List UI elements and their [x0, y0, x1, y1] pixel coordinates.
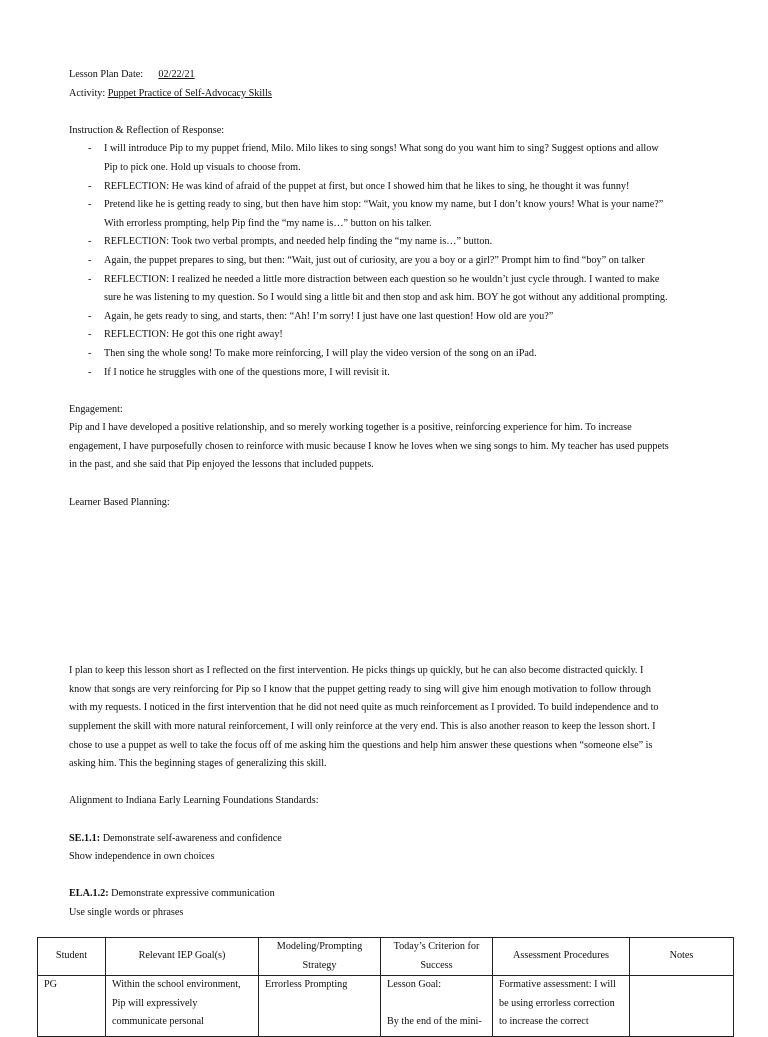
cell-line: [387, 995, 486, 1014]
goal-cell: [106, 976, 259, 1037]
list-item: [104, 140, 699, 177]
paragraph-line: with my requests. I noticed in the first intervention that he did not need quite as much reinforcement as I provided. To build independence and to: [69, 702, 659, 714]
list-item: [104, 178, 699, 197]
engagement-heading: Engagement:: [69, 403, 123, 415]
cell-line: Lesson Goal:: [387, 979, 442, 991]
lesson-plan-date-row: [69, 66, 699, 85]
list-item-line: - REFLECTION: Took two verbal prompts, and needed help finding the “my name is…” button.: [104, 236, 493, 248]
cell-line: communicate personal: [112, 1016, 204, 1028]
paragraph-line: in the past, and she said that Pip enjoyed the lessons that included puppets.: [69, 459, 374, 471]
standard-code: SE.1.1:: [69, 832, 101, 844]
column-header: Student: [38, 938, 106, 976]
list-item-line: - If I notice he struggles with one of the questions more, I will revisit it.: [104, 366, 390, 378]
column-header: Assessment Procedures: [493, 938, 630, 976]
list-item-line: - REFLECTION: I realized he needed a little more distraction between each question so he wouldn’t just cycle through. I wanted to make: [104, 273, 660, 285]
list-item-line: With errorless prompting, help Pip find the “my name is…” button on his talker.: [104, 217, 432, 229]
paragraph-line: I plan to keep this lesson short as I reflected on the first intervention. He picks things up quickly, but he can also become distracted quickly. I: [69, 665, 644, 677]
column-header: Notes: [630, 938, 734, 976]
list-item: [104, 364, 699, 383]
instruction-list: [69, 140, 699, 382]
activity-value: Puppet Practice of Self-Advocacy Skills: [107, 87, 272, 99]
list-item: [104, 345, 699, 364]
list-item: [104, 271, 699, 308]
table-row: [38, 976, 734, 1037]
assessment-cell: [493, 976, 630, 1037]
cell-line: be using errorless correction: [499, 997, 615, 1009]
activity-label: Activity:: [69, 87, 106, 99]
list-item-line: - Again, he gets ready to sing, and starts, then: “Ah! I’m sorry! I just have one last question! How old are you?”: [104, 310, 554, 322]
paragraph-line: engagement, I have purposefully chosen to reinforce with music because I know he loves when we sing songs to him. My teacher has used puppets: [69, 440, 669, 452]
standard-text: Demonstrate expressive communication: [111, 888, 275, 900]
standard-code-row: [69, 885, 699, 904]
column-header: Modeling/Prompting Strategy: [259, 938, 381, 976]
standard-sub: Show independence in own choices: [69, 851, 215, 863]
list-item: [104, 233, 699, 252]
paragraph-line: chose to use a puppet as well to take the focus off of me asking him the questions and help him answer these questions when “someone else” is: [69, 739, 653, 751]
list-item: [104, 326, 699, 345]
lesson-plan-body: [69, 66, 699, 923]
paragraph-line: Pip and I have developed a positive relationship, and so merely working together is a positive, reinforcing experience for him. To increase: [69, 422, 632, 434]
date-value: 02/22/21: [158, 69, 195, 80]
learner-based-heading: Learner Based Planning:: [69, 496, 170, 508]
list-item-line: sure he was listening to my question. So I would sing a little bit and then stop and ask him. BOY he got without any additional prompting.: [104, 292, 668, 304]
cell-line: [636, 976, 727, 995]
cell-line: Formative assessment: I will: [499, 979, 616, 991]
standard-code-row: [69, 830, 699, 849]
cell-line: to increase the correct: [499, 1016, 589, 1028]
list-item-line: - Pretend like he is getting ready to sing, but then have him stop: “Wait, you know my name, but I don’t know yours! What is your name?”: [104, 199, 664, 211]
cell-line: Within the school environment,: [112, 979, 241, 991]
list-item-line: - I will introduce Pip to my puppet friend, Milo. Milo likes to sing songs! What song do you want him to sing? Suggest options and allow: [104, 143, 659, 155]
standard-code: ELA.1.2:: [69, 888, 109, 900]
paragraph-line: asking him. This the beginning stages of generalizing this skill.: [69, 758, 327, 770]
list-item-line: - Then sing the whole song! To make more reinforcing, I will play the video version of the song on an iPad.: [104, 347, 537, 359]
criterion-cell: [381, 976, 493, 1037]
list-item-line: - REFLECTION: He was kind of afraid of the puppet at first, but once I showed him that he likes to sing, he thought it was funny!: [104, 180, 630, 192]
table-header-row: [38, 938, 734, 976]
paragraph-line: know that songs are very reinforcing for Pip so I know that the puppet getting ready to sing will give him enough motivation to follow through: [69, 683, 652, 695]
date-label: Lesson Plan Date:: [69, 69, 144, 80]
cell-line: By the end of the mini-: [387, 1016, 482, 1028]
notes-cell: [630, 976, 734, 1037]
learner-based-paragraph: [69, 662, 699, 774]
activity-row: [69, 85, 699, 104]
instruction-heading: Instruction & Reflection of Response:: [69, 124, 225, 136]
list-item: [104, 196, 699, 233]
list-item-line: - REFLECTION: He got this one right away!: [104, 329, 283, 341]
column-header: Relevant IEP Goal(s): [106, 938, 259, 976]
strategy-cell: [259, 976, 381, 1037]
column-header: Today’s Criterion for Success: [381, 938, 493, 976]
cell-line: Pip will expressively: [112, 997, 198, 1009]
paragraph-line: supplement the skill with more natural reinforcement, I will only reinforce at the very end. This is also another reason to keep the lesson short. I: [69, 721, 656, 733]
list-item-line: - Again, the puppet prepares to sing, but then: “Wait, just out of curiosity, are you a boy or a girl?” Prompt him to find “boy” on talker: [104, 254, 645, 266]
lesson-plan-table: [37, 937, 734, 1037]
list-item-line: Pip to pick one. Hold up visuals to choose from.: [104, 161, 301, 173]
list-item: [104, 252, 699, 271]
standard-sub: Use single words or phrases: [69, 906, 184, 918]
student-cell: PG: [38, 976, 106, 1037]
engagement-paragraph: [69, 419, 699, 475]
standard-text: Demonstrate self-awareness and confidence: [102, 832, 282, 844]
alignment-heading: Alignment to Indiana Early Learning Foundations Standards:: [69, 795, 319, 807]
cell-line: Errorless Prompting: [265, 979, 348, 991]
list-item: [104, 308, 699, 327]
